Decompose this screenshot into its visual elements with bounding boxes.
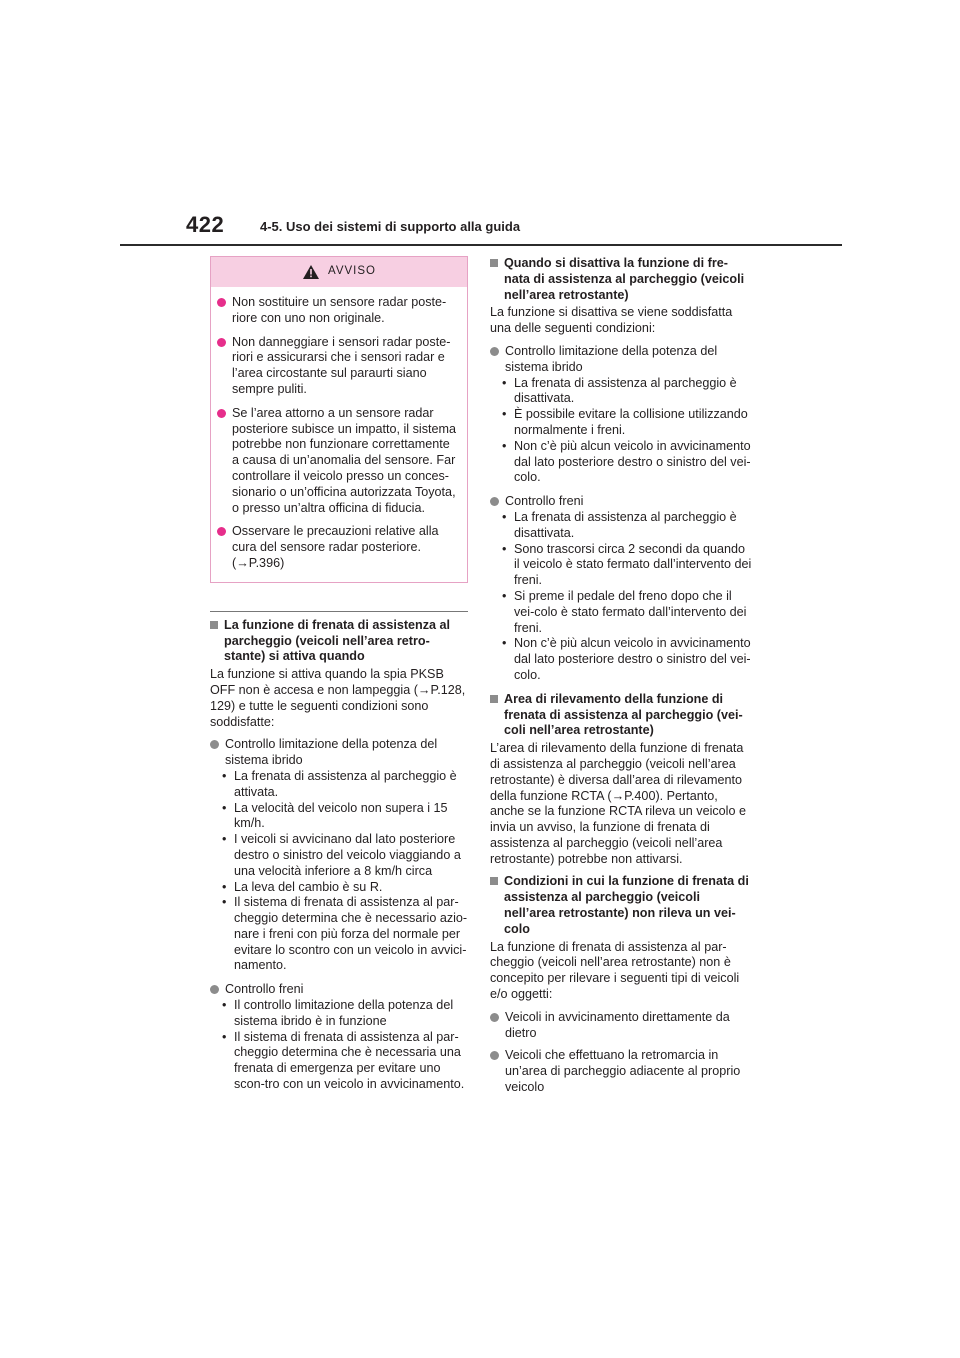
warning-item: Se l’area attorno a un sensore radar posteriore subisce un impatto, il sistema potrebbe non funzionare correttamente a causa di un’anomalia del sensore. Far controllare il veicolo presso un conces-sionario o un’officina autorizzata Toyota, o presso un’altra officina di fiducia.: [217, 406, 459, 517]
list-item: • I veicoli si avvicinano dal lato posteriore destro o sinistro del veicolo viaggiando a una velocità inferiore a 8 km/h circa: [222, 832, 461, 878]
list-item: • La frenata di assistenza al parcheggio è disattivata.: [502, 509, 737, 540]
list-item: • Sono trascorsi circa 2 secondi da quando il veicolo è stato fermato dall’intervento dei freni.: [502, 541, 752, 588]
list-item: • Il sistema di frenata di assistenza al par-cheggio determina che è necessario azio-nare i freni con più forza del normale per evitare lo scontro con un veicolo in avvici-namento.: [222, 895, 468, 973]
section-divider: [210, 611, 468, 612]
list-item: • La leva del cambio è su R.: [222, 879, 383, 894]
list-item: • Non c’è più alcun veicolo in avvicinamento dal lato posteriore destro o sinistro del vei-colo.: [502, 636, 751, 682]
bullet-icon: [217, 527, 226, 536]
condition-group: Veicoli in avvicinamento direttamente da dietro Veicoli che effettuano la retromarcia in un’area di parcheggio adiacente al proprio veicolo: [490, 1010, 752, 1096]
warning-box: [210, 256, 468, 583]
bullet-icon: [217, 338, 226, 347]
header-rule: [120, 244, 842, 246]
bullet-icon: [490, 347, 499, 356]
section-intro: La funzione di frenata di assistenza al par-cheggio (veicoli nell’area retrostante) non è concepito per rilevare i seguenti tipi di veicoli e/o oggetti:: [490, 939, 740, 1002]
bullet-icon: [490, 497, 499, 506]
bullet-icon: [217, 298, 226, 307]
bullet-icon: [490, 1013, 499, 1022]
warning-item: Non danneggiare i sensori radar poste-riori e assicurarsi che i sensori radar e l’area circostante sul paraurti siano sempre puliti.: [217, 335, 459, 398]
square-bullet-icon: [210, 621, 218, 629]
bullet-icon: [210, 740, 219, 749]
section-heading: Condizioni in cui la funzione di frenata di assistenza al parcheggio (veicoli nell’area retrostante) non rileva un vei-colo: [490, 874, 752, 937]
warning-header: [211, 257, 467, 287]
bullet-icon: [490, 1051, 499, 1060]
bullet-icon: [210, 985, 219, 994]
list-item: • La frenata di assistenza al parcheggio è attivata.: [222, 768, 457, 799]
warning-item: Osservare le precauzioni relative alla cura del sensore radar posteriore. (→P.396): [217, 524, 459, 571]
warning-item: Non sostituire un sensore radar poste-riore con uno non originale.: [217, 295, 459, 327]
left-column: [210, 256, 468, 1101]
square-bullet-icon: [490, 695, 498, 703]
bullet-icon: [217, 409, 226, 418]
section-intro: La funzione si attiva quando la spia PKSB OFF non è accesa e non lampeggia (→P.128, 129) e tutte le seguenti condizioni sono soddisfatte:: [210, 667, 466, 729]
section-title: 4-5. Uso dei sistemi di supporto alla guida: [260, 219, 521, 234]
warning-triangle-icon: [302, 264, 320, 280]
list-item: • Il controllo limitazione della potenza del sistema ibrido è in funzione: [222, 998, 454, 1028]
condition-group: Controllo freni • Il controllo limitazione della potenza del sistema ibrido è in funzione • Il sistema di frenata di assistenza al par-cheggio determina che è necessaria una frenata di emergenza per evitare uno scon-tro con un veicolo in avvicinamento.: [210, 982, 468, 1093]
list-item: • Il sistema di frenata di assistenza al par-cheggio determina che è necessaria una frenata di emergenza per evitare uno scon-tro con un veicolo in avvicinamento.: [222, 1029, 465, 1092]
square-bullet-icon: [490, 877, 498, 885]
condition-group: Controllo freni • La frenata di assistenza al parcheggio è disattivata. • Sono trascorsi circa 2 secondi da quando il veicolo è stato fermato dall’intervento dei freni. • Si preme il pedale del freno dopo che il vei-colo è stato fermato dall’intervento dei freni. • Non c’è più alcun veicolo in avvicinamento dal lato posteriore destro o sinistro del vei-colo.: [490, 494, 752, 684]
list-item: • Si preme il pedale del freno dopo che il vei-colo è stato fermato dall’intervento dei freni.: [502, 588, 747, 635]
section-heading: La funzione di frenata di assistenza al parcheggio (veicoli nell’area retro-stante) si attiva quando: [210, 618, 468, 665]
section-intro: La funzione si disattiva se viene soddisfatta una delle seguenti condizioni:: [490, 305, 733, 336]
section-body: L’area di rilevamento della funzione di frenata di assistenza al parcheggio (veicoli nell’area retrostante) è diversa dall’area di rilevamento della funzione RCTA (→P.400). Pertanto, anche se la funzione RCTA rileva un veicolo e invia un avviso, la funzione di frenata di assistenza al parcheggio (veicoli nell’area retrostante) potrebbe non attivarsi.: [490, 741, 746, 866]
condition-group: Controllo limitazione della potenza del sistema ibrido • La frenata di assistenza al parcheggio è attivata. • La velocità del veicolo non supera i 15 km/h. • I veicoli si avvicinano dal lato posteriore destro o sinistro del veicolo viaggiando a una velocità inferiore a 8 km/h circa • La leva del cambio è su R. • Il sistema di frenata di assistenza al par-cheggio determina che è necessario azio-nare i freni con più forza del normale per evitare lo scontro con un veicolo in avvici-namento.: [210, 737, 468, 974]
page-number: 422: [186, 212, 225, 237]
section-heading: Area di rilevamento della funzione di frenata di assistenza al parcheggio (vei-coli nell’area retrostante): [490, 692, 752, 739]
square-bullet-icon: [490, 259, 498, 267]
section-heading: Quando si disattiva la funzione di fre-nata di assistenza al parcheggio (veicoli nell’area retrostante): [490, 256, 752, 303]
list-item: • La frenata di assistenza al parcheggio è disattivata.: [502, 375, 737, 406]
list-item: • Non c’è più alcun veicolo in avvicinamento dal lato posteriore destro o sinistro del vei-colo.: [502, 438, 751, 485]
list-item: • La velocità del veicolo non supera i 15 km/h.: [222, 800, 448, 831]
warning-title: AVVISO: [328, 265, 376, 278]
right-column: [490, 256, 752, 1104]
condition-group: Controllo limitazione della potenza del sistema ibrido • La frenata di assistenza al parcheggio è disattivata. • È possibile evitare la collisione utilizzando normalmente i freni. • Non c’è più alcun veicolo in avvicinamento dal lato posteriore destro o sinistro del vei-colo.: [490, 344, 752, 486]
list-item: • È possibile evitare la collisione utilizzando normalmente i freni.: [502, 407, 748, 437]
